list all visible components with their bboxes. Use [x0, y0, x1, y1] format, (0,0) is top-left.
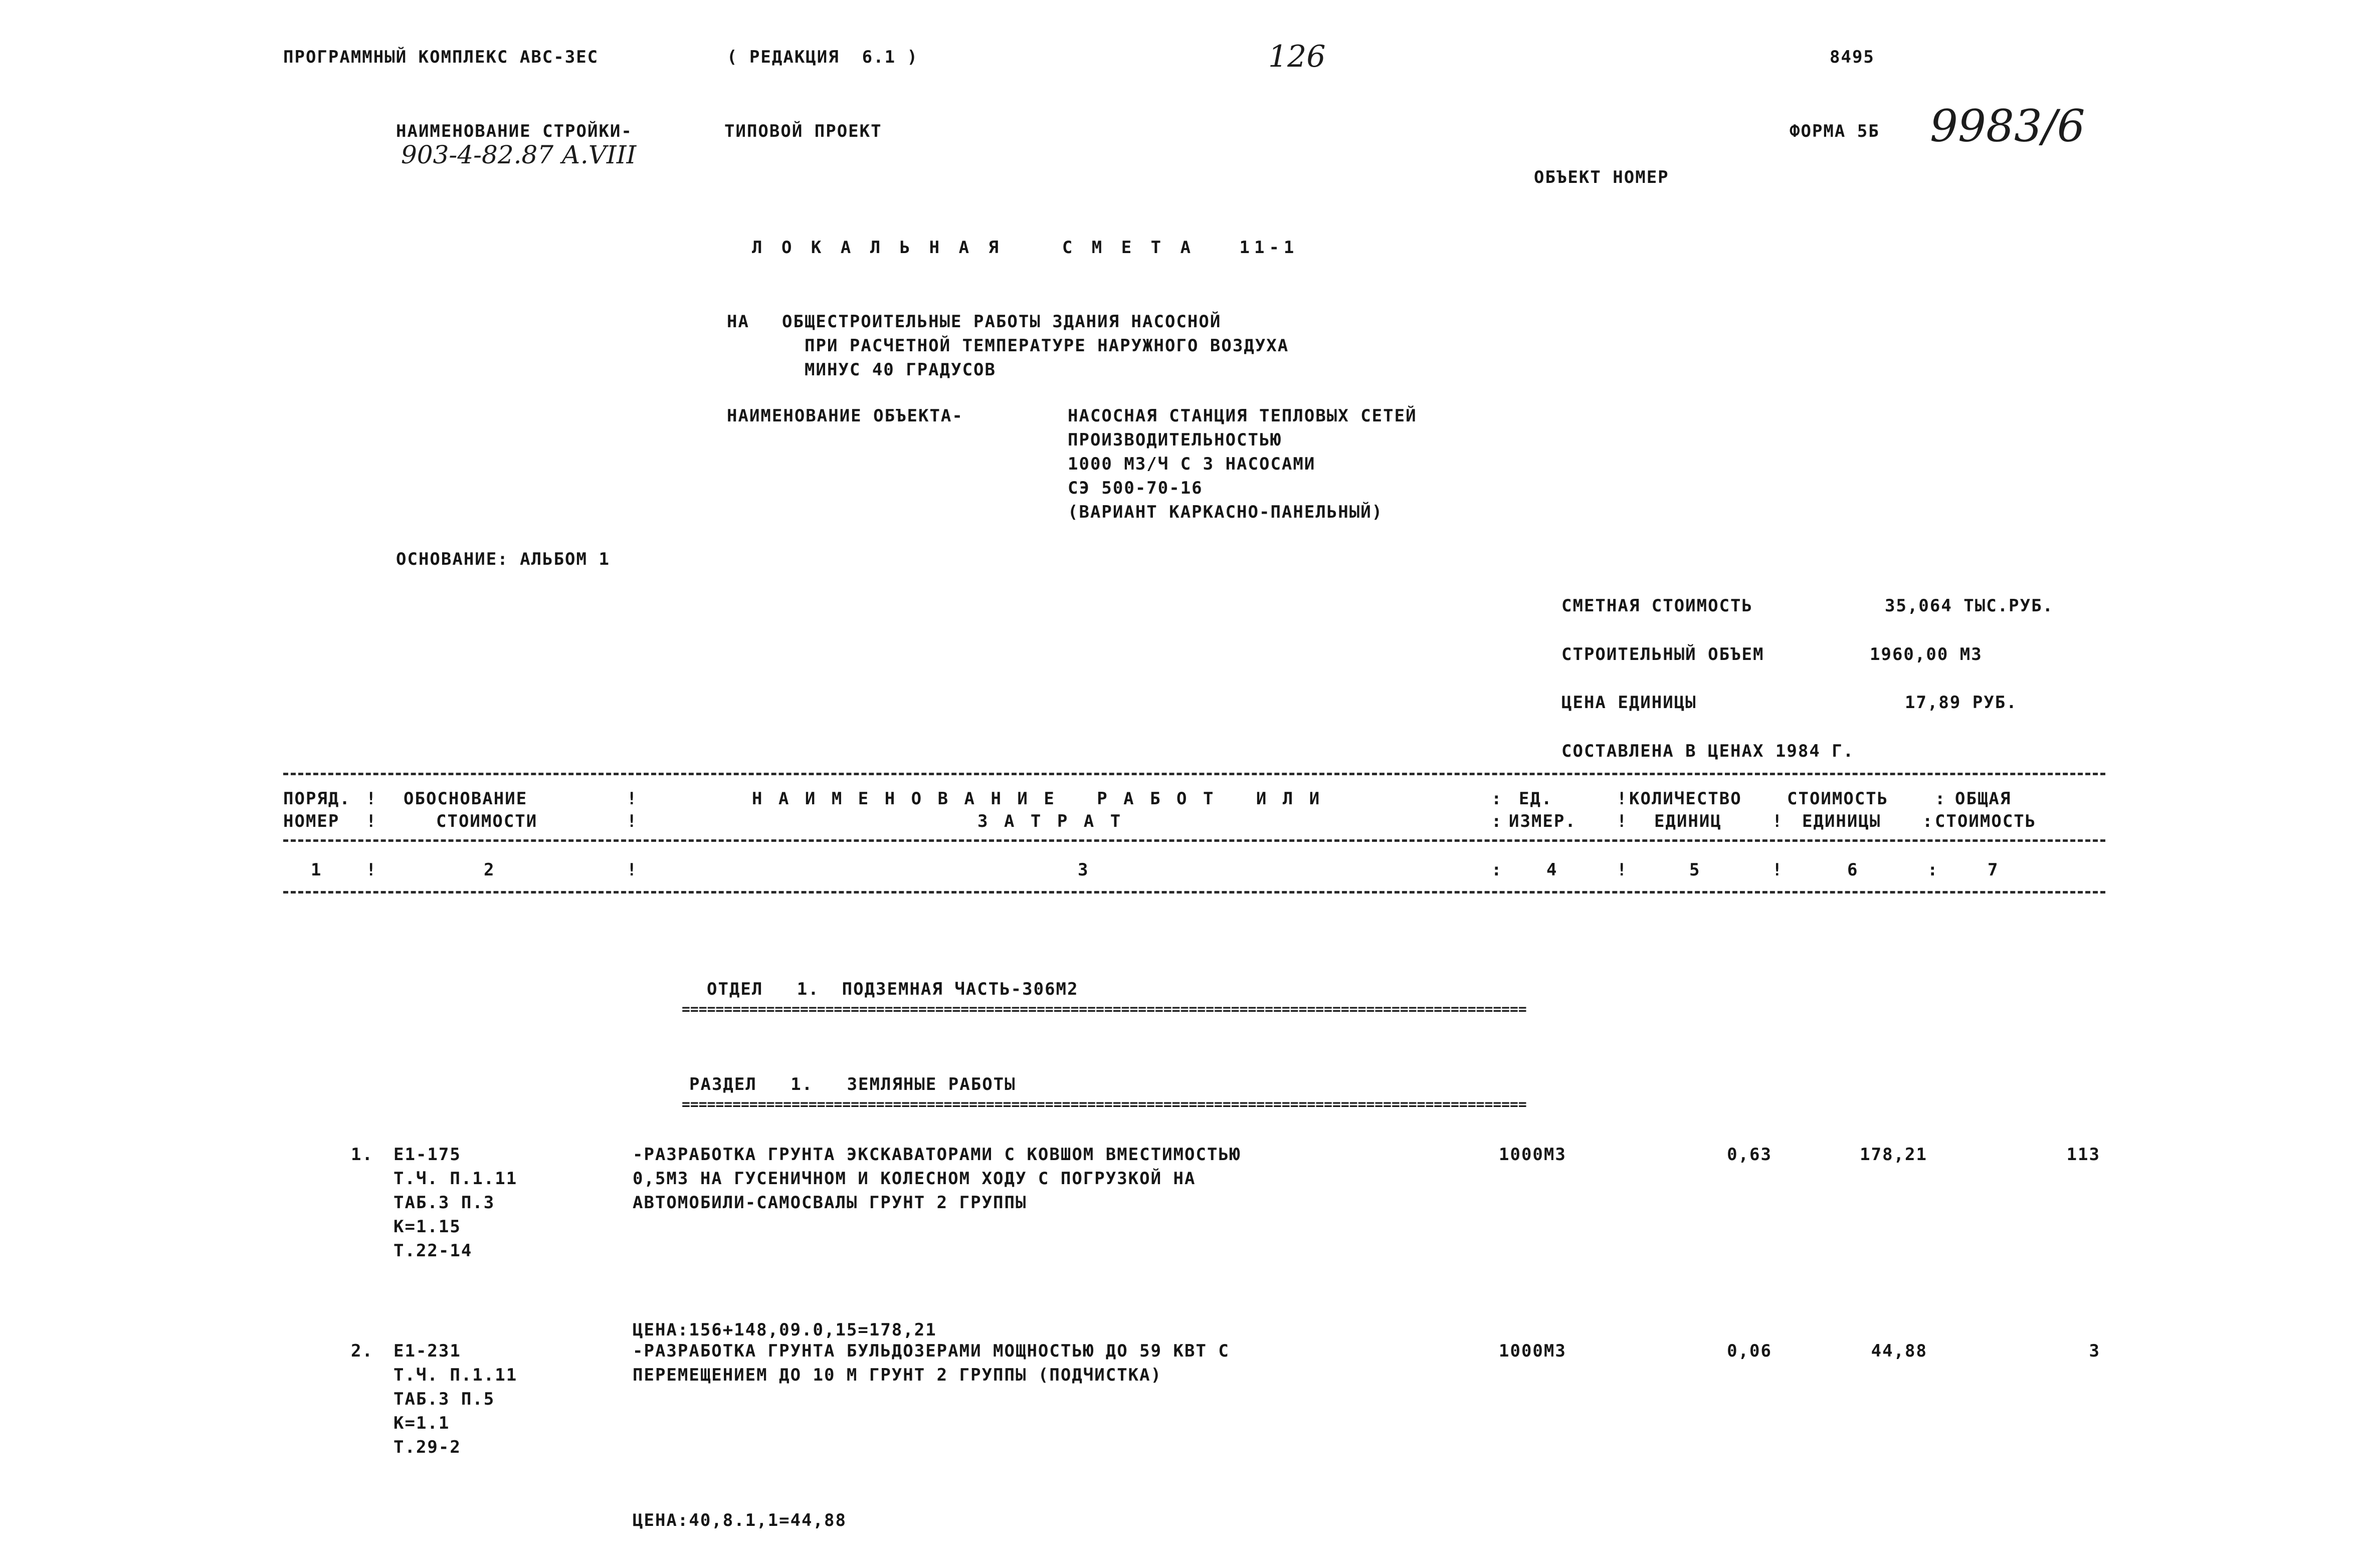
- table-rule-bottom: [283, 891, 2105, 893]
- form-number: 9983/6: [1930, 100, 2085, 152]
- item-unit: 1000М3: [1499, 1145, 1566, 1165]
- on-prefix: НА: [727, 312, 749, 332]
- header-unit-cost: СТОИМОСТЬ: [1787, 789, 1889, 809]
- item-basis-line: Т.Ч. П.1.11: [393, 1365, 518, 1385]
- item-quantity: 0,63: [1727, 1145, 1772, 1165]
- object-name-label: НАИМЕНОВАНИЕ ОБЪЕКТА-: [727, 406, 963, 426]
- project-code: 903-4-82.87 А.VIII: [401, 140, 637, 169]
- header-total-cost: ОБЩАЯ: [1955, 789, 2012, 809]
- column-separator: !: [1772, 860, 1784, 880]
- item-number: 2.: [351, 1341, 373, 1361]
- item-basis-line: Е1-175: [393, 1145, 461, 1165]
- column-separator: :: [1922, 811, 1934, 831]
- column-separator: !: [1617, 789, 1628, 809]
- column-separator: !: [366, 789, 377, 809]
- header-cost-basis: СТОИМОСТИ: [436, 811, 538, 831]
- document-code: 8495: [1830, 47, 1875, 67]
- column-separator: !: [366, 860, 377, 880]
- construction-value: ТИПОВОЙ ПРОЕКТ: [724, 121, 882, 141]
- column-separator: !: [1617, 811, 1628, 831]
- item-name-line: 0,5М3 НА ГУСЕНИЧНОМ И КОЛЕСНОМ ХОДУ С ПОГРУЗКОЙ НА: [633, 1169, 1196, 1189]
- column-separator: :: [1491, 860, 1503, 880]
- basis-note: ОСНОВАНИЕ: АЛЬБОМ 1: [396, 549, 610, 569]
- item-name-line: АВТОМОБИЛИ-САМОСВАЛЫ ГРУНТ 2 ГРУППЫ: [633, 1193, 1027, 1213]
- item-basis-line: ТАБ.3 П.3: [393, 1193, 495, 1213]
- column-number: 7: [1988, 860, 1999, 880]
- item-basis-line: К=1.15: [393, 1217, 461, 1237]
- item-basis-line: Т.22-14: [393, 1241, 473, 1261]
- item-basis-line: ТАБ.3 П.5: [393, 1389, 495, 1409]
- item-basis-line: Т.29-2: [393, 1437, 461, 1457]
- department-underline: ====================================================================================================: [682, 1001, 1527, 1017]
- item-basis-line: К=1.1: [393, 1413, 450, 1433]
- item-unit-price: 178,21: [1860, 1145, 1927, 1165]
- item-name-line: ПЕРЕМЕЩЕНИЕМ ДО 10 М ГРУНТ 2 ГРУППЫ (ПОДЧИСТКА): [633, 1365, 1162, 1385]
- section-underline: ====================================================================================================: [682, 1096, 1527, 1112]
- construction-label: НАИМЕНОВАНИЕ СТРОЙКИ-: [396, 121, 633, 141]
- item-basis-line: Т.Ч. П.1.11: [393, 1169, 518, 1189]
- edition: ( РЕДАКЦИЯ 6.1 ): [727, 47, 918, 67]
- item-total: 3: [2089, 1341, 2100, 1361]
- item-total: 113: [2066, 1145, 2100, 1165]
- item-unit-price: 44,88: [1871, 1341, 1927, 1361]
- table-rule-middle: [283, 839, 2105, 842]
- column-number: 2: [484, 860, 495, 880]
- table-rule-top: [283, 773, 2105, 775]
- object-name-line: (ВАРИАНТ КАРКАСНО-ПАНЕЛЬНЫЙ): [1068, 502, 1384, 522]
- section-title: РАЗДЕЛ 1. ЗЕМЛЯНЫЕ РАБОТЫ: [689, 1074, 1016, 1094]
- column-separator: :: [1935, 789, 1946, 809]
- object-name-line: ПРОИЗВОДИТЕЛЬНОСТЬЮ: [1068, 430, 1282, 450]
- building-volume-label: СТРОИТЕЛЬНЫЙ ОБЪЕМ: [1561, 644, 1764, 664]
- form-label: ФОРМА 5Б: [1790, 121, 1880, 141]
- description-line: ПРИ РАСЧЕТНОЙ ТЕМПЕРАТУРЕ НАРУЖНОГО ВОЗДУХА: [805, 336, 1289, 356]
- header-unit: ИЗМЕР.: [1509, 811, 1576, 831]
- unit-price-label: ЦЕНА ЕДИНИЦЫ: [1561, 693, 1697, 713]
- column-separator: !: [627, 860, 638, 880]
- column-separator: !: [1617, 860, 1628, 880]
- header-quantity: ЕДИНИЦ: [1654, 811, 1722, 831]
- page-number: 126: [1268, 39, 1326, 74]
- estimated-cost-label: СМЕТНАЯ СТОИМОСТЬ: [1561, 596, 1753, 616]
- prices-note: СОСТАВЛЕНА В ЦЕНАХ 1984 Г.: [1561, 741, 1855, 761]
- object-number-label: ОБЪЕКТ НОМЕР: [1534, 167, 1669, 187]
- header-unit: ЕД.: [1519, 789, 1553, 809]
- item-basis-line: Е1-231: [393, 1341, 461, 1361]
- column-number: 4: [1546, 860, 1558, 880]
- item-name-line: -РАЗРАБОТКА ГРУНТА БУЛЬДОЗЕРАМИ МОЩНОСТЬЮ ДО 59 КВТ С: [633, 1341, 1230, 1361]
- header-quantity: КОЛИЧЕСТВО: [1629, 789, 1742, 809]
- column-separator: !: [1772, 811, 1784, 831]
- column-number: 3: [1078, 860, 1089, 880]
- program-name: ПРОГРАММНЫЙ КОМПЛЕКС АВС-ЗЕС: [283, 47, 599, 67]
- item-price-formula: ЦЕНА:40,8.1,1=44,88: [633, 1510, 847, 1530]
- header-order-number: НОМЕР: [283, 811, 340, 831]
- column-number: 1: [311, 860, 322, 880]
- header-unit-cost: ЕДИНИЦЫ: [1802, 811, 1881, 831]
- column-separator: !: [627, 789, 638, 809]
- building-volume-value: 1960,00 М3: [1870, 644, 1983, 664]
- header-order-number: ПОРЯД.: [283, 789, 351, 809]
- column-separator: :: [1491, 789, 1503, 809]
- item-quantity: 0,06: [1727, 1341, 1772, 1361]
- header-total-cost: СТОИМОСТЬ: [1935, 811, 2037, 831]
- column-number: 5: [1689, 860, 1701, 880]
- unit-price-value: 17,89 РУБ.: [1905, 693, 2018, 713]
- column-number: 6: [1847, 860, 1859, 880]
- estimate-title: Л О К А Л Ь Н А Я С М Е Т А 11-1: [752, 238, 1299, 258]
- estimated-cost-value: 35,064 ТЫС.РУБ.: [1885, 596, 2054, 616]
- item-price-formula: ЦЕНА:156+148,09.0,15=178,21: [633, 1320, 937, 1340]
- description-line: ОБЩЕСТРОИТЕЛЬНЫЕ РАБОТЫ ЗДАНИЯ НАСОСНОЙ: [782, 312, 1222, 332]
- department-title: ОТДЕЛ 1. ПОДЗЕМНАЯ ЧАСТЬ-306М2: [707, 979, 1079, 999]
- header-cost-basis: ОБОСНОВАНИЕ: [404, 789, 528, 809]
- object-name-line: СЭ 500-70-16: [1068, 478, 1203, 498]
- item-unit: 1000М3: [1499, 1341, 1566, 1361]
- item-name-line: -РАЗРАБОТКА ГРУНТА ЭКСКАВАТОРАМИ С КОВШОМ ВМЕСТИМОСТЬЮ: [633, 1145, 1241, 1165]
- header-work-name: З А Т Р А Т: [977, 811, 1124, 831]
- object-name-line: НАСОСНАЯ СТАНЦИЯ ТЕПЛОВЫХ СЕТЕЙ: [1068, 406, 1417, 426]
- object-name-line: 1000 М3/Ч С 3 НАСОСАМИ: [1068, 454, 1316, 474]
- column-separator: !: [627, 811, 638, 831]
- description-line: МИНУС 40 ГРАДУСОВ: [805, 360, 996, 380]
- column-separator: :: [1491, 811, 1503, 831]
- header-work-name: Н А И М Е Н О В А Н И Е Р А Б О Т И Л И: [752, 789, 1323, 809]
- column-separator: :: [1927, 860, 1939, 880]
- column-separator: !: [366, 811, 377, 831]
- item-number: 1.: [351, 1145, 373, 1165]
